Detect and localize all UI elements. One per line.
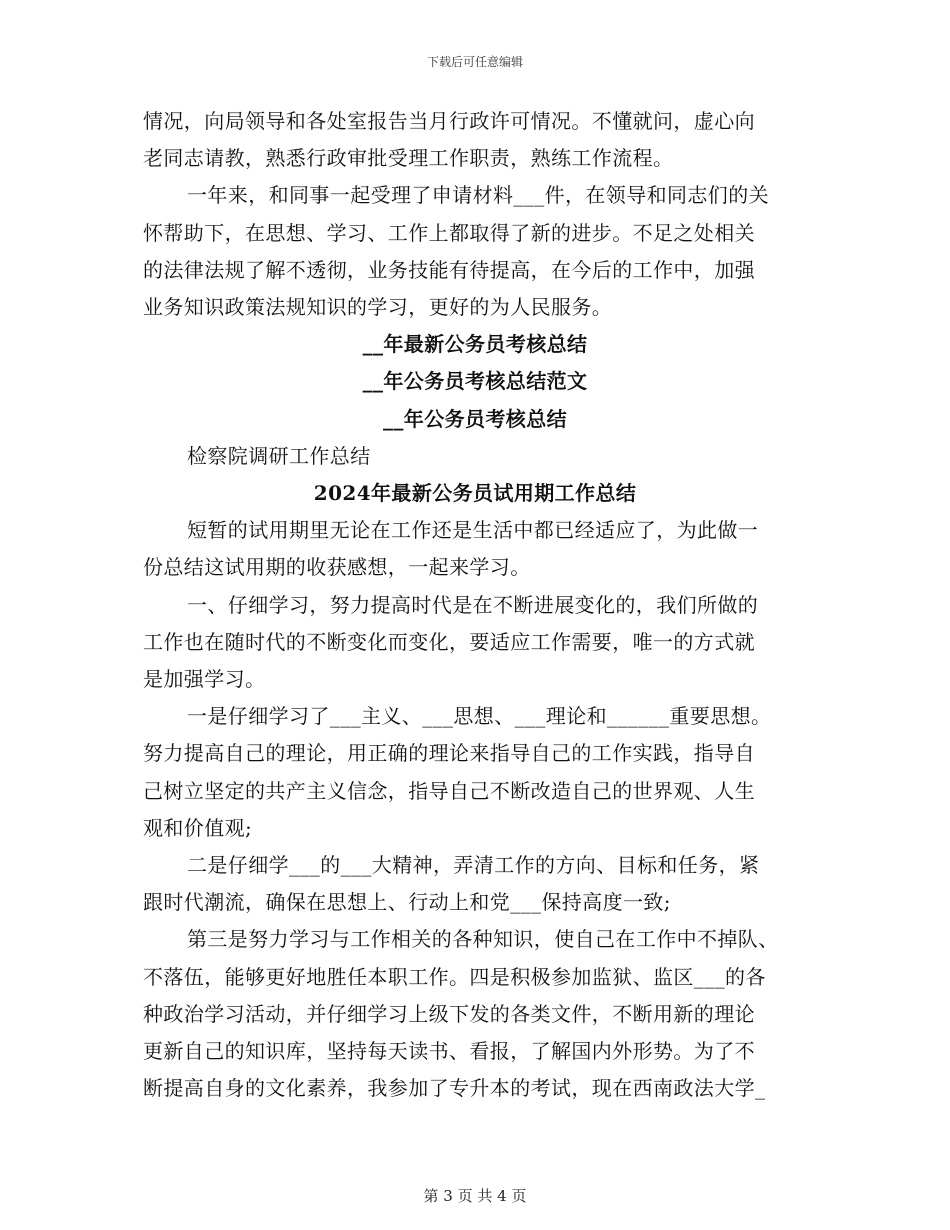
body-line: 二是仔细学___的___大精神，弄清工作的方向、目标和任务，紧 xyxy=(187,853,760,878)
page-number: 第 3 页 共 4 页 xyxy=(423,1187,527,1205)
body-line: 更新自己的知识库，坚持每天读书、看报，了解国内外形势。为了不 xyxy=(143,1039,755,1064)
body-line: 老同志请教，熟悉行政审批受理工作职责，熟练工作流程。 xyxy=(143,146,674,171)
related-link-text: 检察院调研工作总结 xyxy=(187,443,371,468)
related-title: __年最新公务员考核总结 xyxy=(362,332,588,357)
body-line: 工作也在随时代的不断变化而变化，要适应工作需要，唯一的方式就 xyxy=(143,629,755,654)
body-line: 一年来，和同事一起受理了申请材料___件，在领导和同志们的关 xyxy=(187,183,769,208)
body-line: 种政治学习活动，并仔细学习上级下发的各类文件，不断用新的理论 xyxy=(143,1001,755,1026)
body-line: 断提高自身的文化素养，我参加了专升本的考试，现在西南政法大学_ xyxy=(143,1076,766,1101)
body-line: 跟时代潮流，确保在思想上、行动上和党___保持高度一致; xyxy=(143,890,671,915)
page-header: 下载后可任意编辑 xyxy=(426,55,523,69)
body-line: 一、仔细学习，努力提高时代是在不断进展变化的，我们所做的 xyxy=(187,592,759,617)
related-title: __年公务员考核总结范文 xyxy=(362,369,588,394)
body-line: 第三是努力学习与工作相关的各种知识，使自己在工作中不掉队、 xyxy=(187,927,779,952)
related-title: __年公务员考核总结 xyxy=(383,406,567,431)
document-body xyxy=(143,103,807,1107)
body-line: 己树立坚定的共产主义信念，指导自己不断改造自己的世界观、人生 xyxy=(143,778,755,803)
body-line: 短暂的试用期里无论在工作还是生活中都已经适应了，为此做一 xyxy=(187,518,759,543)
body-line: 的法律法规了解不透彻，业务技能有待提高，在今后的工作中，加强 xyxy=(143,257,755,282)
body-line: 努力提高自己的理论，用正确的理论来指导自己的工作实践，指导自 xyxy=(143,741,755,766)
body-line: 观和价值观; xyxy=(143,815,253,840)
section-title: 2024年最新公务员试用期工作总结 xyxy=(313,481,637,506)
body-line: 份总结这试用期的收获感想，一起来学习。 xyxy=(143,555,531,580)
body-line: 情况，向局领导和各处室报告当月行政许可情况。不懂就问，虚心向 xyxy=(143,109,755,133)
body-line: 一是仔细学习了___主义、___思想、___理论和______重要思想。 xyxy=(187,704,772,729)
body-line: 不落伍，能够更好地胜任本职工作。四是积极参加监狱、监区___的各 xyxy=(143,964,766,989)
body-line: 业务知识政策法规知识的学习，更好的为人民服务。 xyxy=(143,295,613,320)
body-line: 怀帮助下，在思想、学习、工作上都取得了新的进步。不足之处相关 xyxy=(143,220,755,245)
body-line: 是加强学习。 xyxy=(143,667,266,692)
